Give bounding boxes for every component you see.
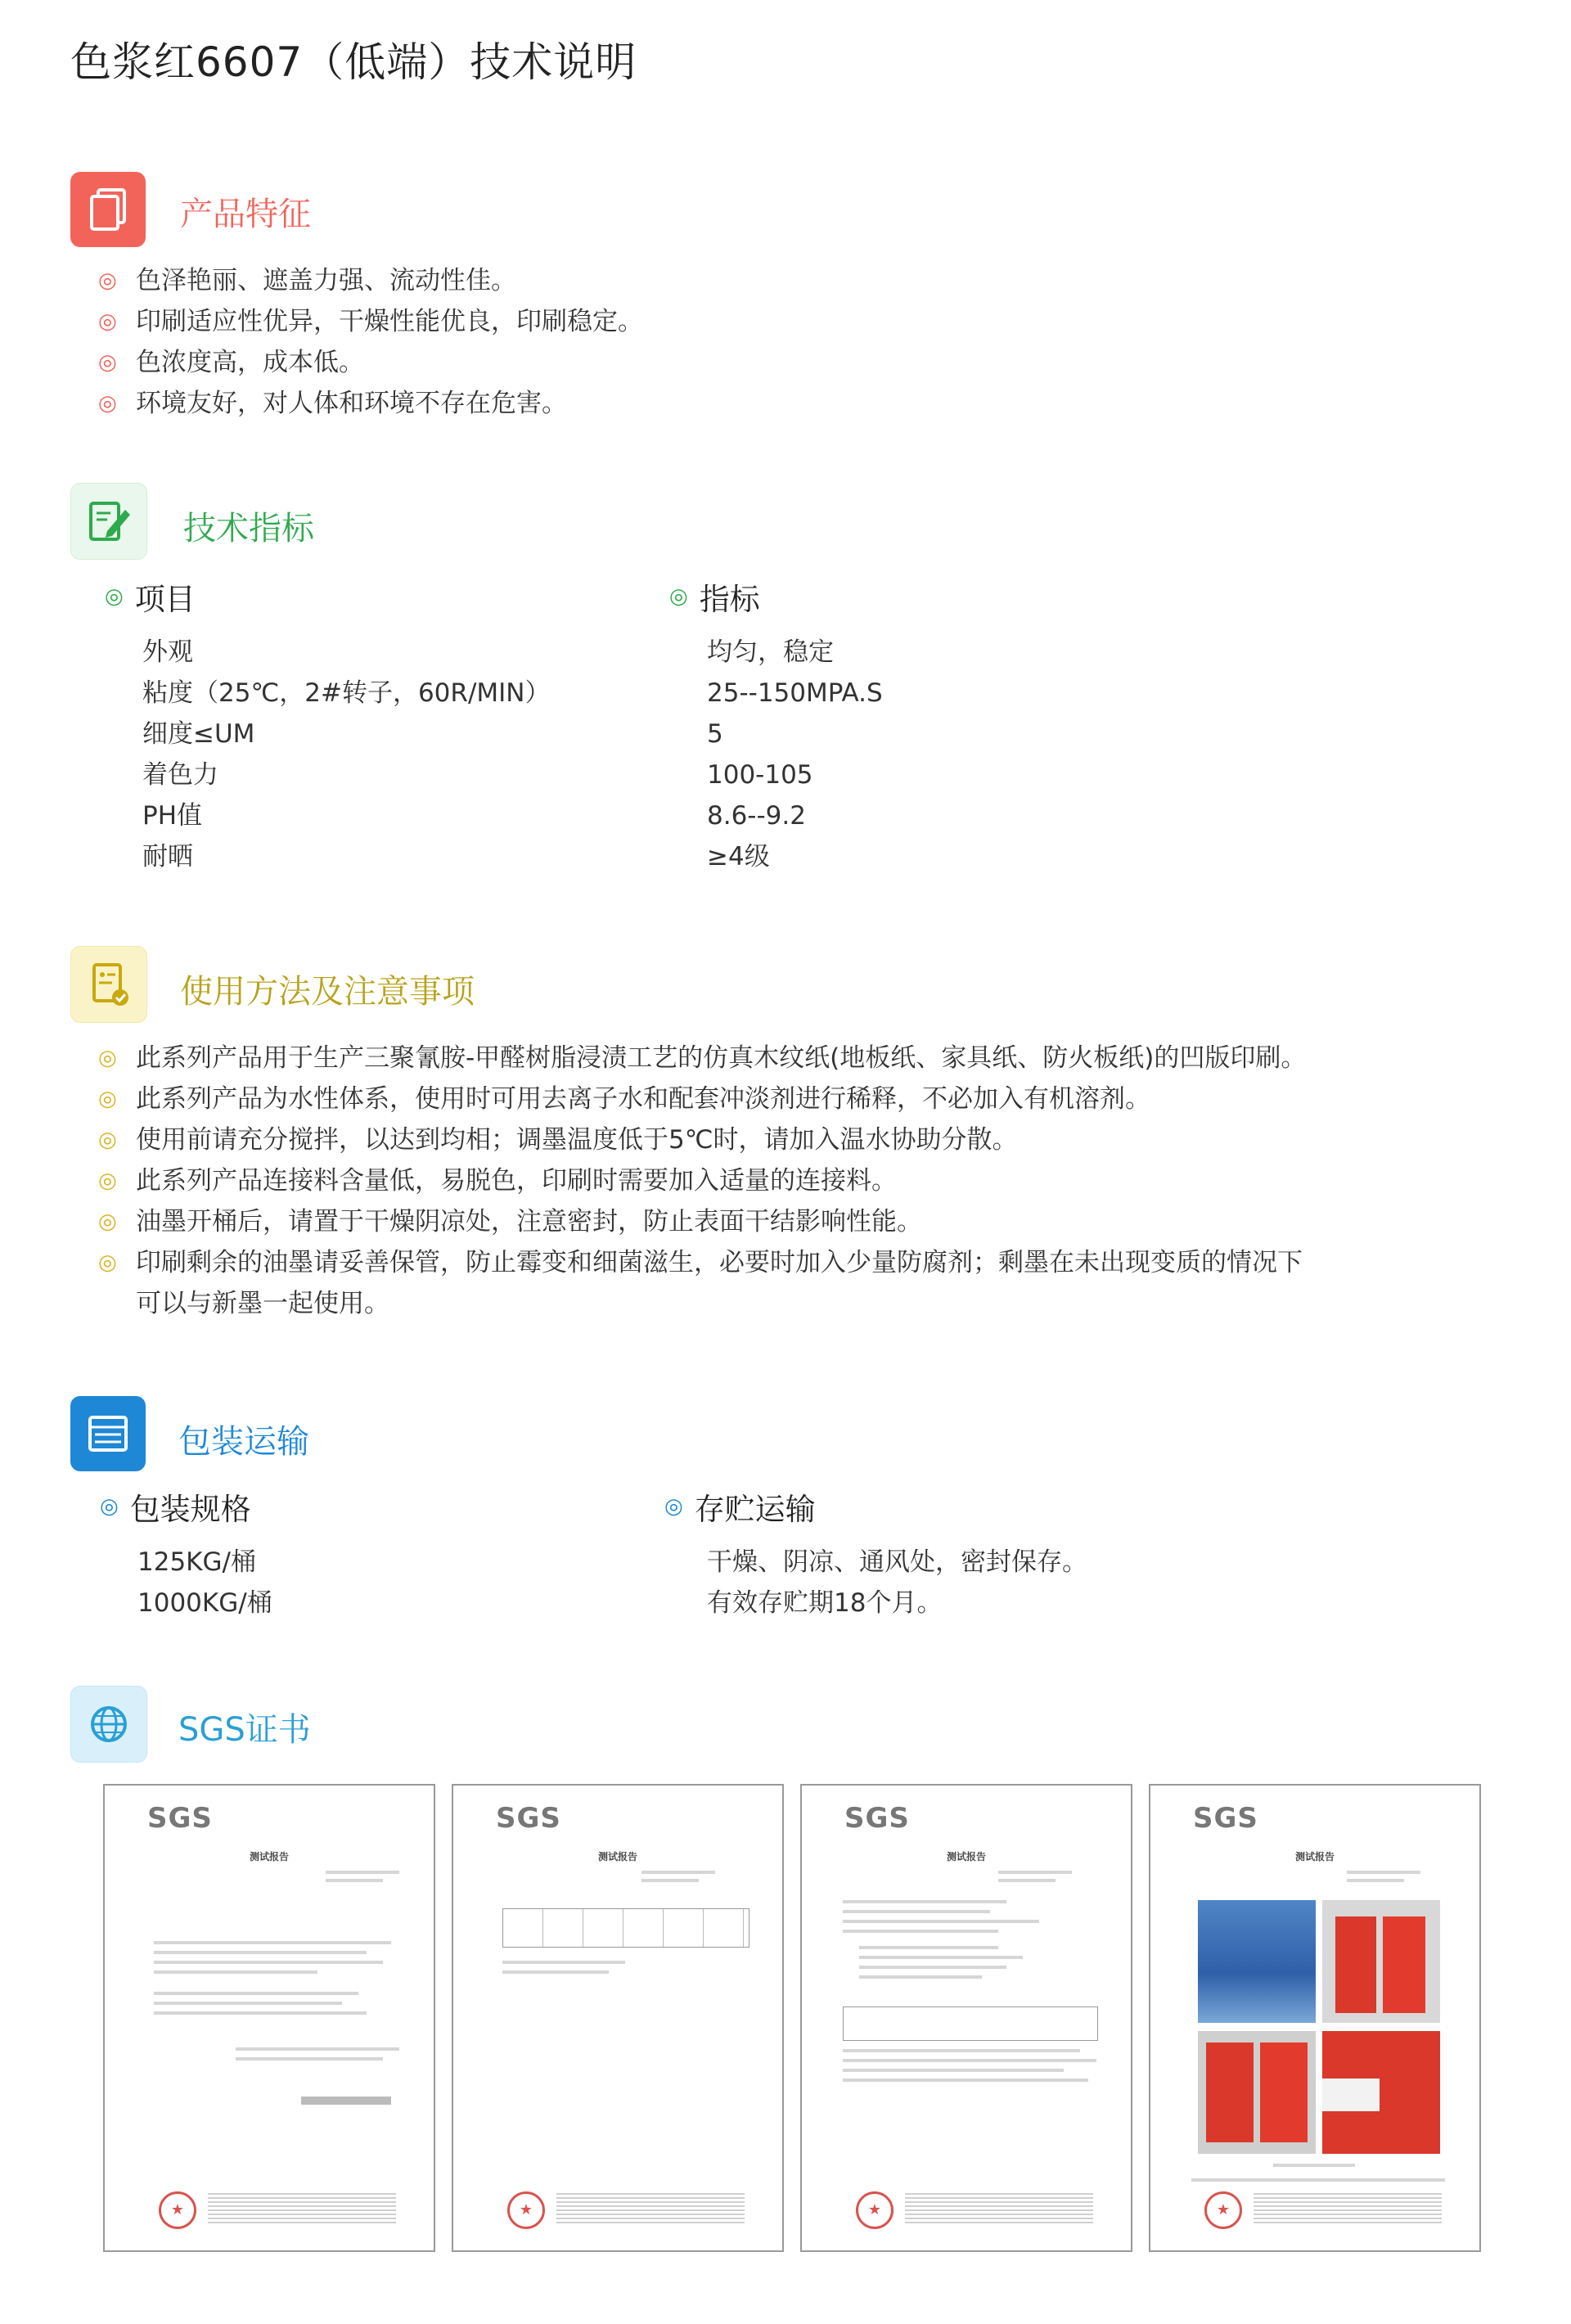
specs-values [707, 632, 883, 877]
list-item: ◎ 印刷剩余的油墨请妥善保管，防止霉变和细菌滋生，必要时加入少量防腐剂；剩墨在未出现变质的情况下 [98, 1242, 1306, 1283]
page-title: 色浆红6607（低端）技术说明 [70, 38, 637, 86]
list-item: ◎ 印刷适应性优异，干燥性能优良，印刷稳定。 [98, 301, 643, 342]
sgs-seal-icon: ★ [856, 2191, 894, 2229]
blue-scale-photo [1198, 1900, 1316, 2023]
sgs-seal-icon: ★ [1204, 2191, 1242, 2229]
list-item: ◎ 此系列产品为水性体系，使用时可用去离子水和配套冲淡剂进行稀释，不必加入有机溶剂。 [98, 1079, 1306, 1119]
storage-list [707, 1542, 1087, 1624]
edit-document-icon [70, 483, 147, 560]
sgs-logo: SGS [1193, 1802, 1258, 1835]
certificate-footer [208, 2193, 396, 2224]
certificate-heading: 测试报告 [597, 1851, 637, 1862]
list-item: ◎ 环境友好，对人体和环境不存在危害。 [98, 383, 643, 424]
packaging-spec-list [137, 1542, 272, 1624]
globe-icon [70, 1686, 147, 1763]
spec-value: 5 [707, 719, 723, 749]
spec-item: 着色力 [142, 760, 218, 790]
specs-column-value: ◎ 指标 [669, 582, 760, 617]
sample-photo [1322, 2031, 1440, 2154]
results-table [502, 1908, 749, 1948]
section-title-packaging: 包装运输 [178, 1423, 309, 1461]
results-table [843, 2006, 1098, 2041]
spec-value: ≥4级 [707, 842, 770, 872]
spec-value: 25--150MPA.S [707, 678, 883, 708]
sgs-logo: SGS [844, 1802, 910, 1835]
list-box-icon [70, 1396, 146, 1471]
bullet-icon: ◎ [98, 1209, 117, 1234]
sgs-certificate-page-1[interactable] [103, 1784, 435, 2252]
sgs-certificate-page-3[interactable] [800, 1784, 1132, 2252]
storage-note: 干燥、阴凉、通风处，密封保存。 [707, 1547, 1087, 1577]
spec-value: 100-105 [707, 760, 813, 790]
spec-value: 8.6--9.2 [707, 801, 806, 831]
spec-item: 细度≤UM [142, 719, 255, 749]
list-item-continuation: 可以与新墨一起使用。 [136, 1289, 389, 1318]
list-item: ◎ 此系列产品连接料含量低，易脱色，印刷时需要加入适量的连接料。 [98, 1160, 1306, 1201]
storage-note: 有效存贮期18个月。 [707, 1588, 943, 1618]
packaging-spec: 1000KG/桶 [137, 1588, 272, 1618]
spec-item: 外观 [142, 637, 193, 667]
bullet-icon: ◎ [669, 584, 688, 609]
bullet-icon: ◎ [98, 1250, 117, 1275]
list-item: ◎ 色浓度高，成本低。 [98, 342, 643, 383]
sgs-seal-icon: ★ [507, 2191, 545, 2229]
usage-list [98, 1038, 1306, 1324]
spec-item: 粘度（25℃，2#转子，60R/MIN） [142, 678, 551, 708]
sgs-logo: SGS [147, 1802, 213, 1835]
packaging-spec: 125KG/桶 [137, 1547, 256, 1577]
bullet-icon: ◎ [664, 1494, 683, 1519]
list-item: ◎ 油墨开桶后，请置于干燥阴凉处，注意密封，防止表面干结影响性能。 [98, 1201, 1306, 1242]
sgs-logo: SGS [496, 1802, 561, 1835]
certificate-footer [905, 2193, 1093, 2224]
section-title-usage: 使用方法及注意事项 [180, 973, 475, 1011]
sgs-certificate-page-4[interactable] [1149, 1784, 1481, 2252]
certificate-footer [556, 2193, 745, 2224]
documents-icon [70, 172, 146, 247]
list-item: ◎ 使用前请充分搅拌，以达到均相；调墨温度低于5℃时，请加入温水协助分散。 [98, 1119, 1306, 1160]
certificate-footer [1254, 2193, 1442, 2224]
certificate-heading: 测试报告 [1294, 1851, 1335, 1862]
features-list [98, 260, 643, 424]
bullet-icon: ◎ [98, 391, 117, 416]
section-title-specs: 技术指标 [183, 510, 314, 547]
bullet-icon: ◎ [98, 309, 117, 334]
bullet-icon: ◎ [100, 1494, 119, 1519]
checklist-icon [70, 946, 147, 1023]
spec-item: 耐晒 [142, 842, 193, 872]
section-title-features: 产品特征 [180, 196, 311, 233]
certificate-heading: 测试报告 [249, 1851, 289, 1862]
list-item: ◎ 此系列产品用于生产三聚氰胺-甲醛树脂浸渍工艺的仿真木纹纸(地板纸、家具纸、防火板纸)的凹版印刷。 [98, 1038, 1306, 1079]
list-item: ◎ 色泽艳丽、遮盖力强、流动性佳。 [98, 260, 643, 301]
certificate-heading: 测试报告 [946, 1851, 986, 1862]
bullet-icon: ◎ [98, 1128, 117, 1152]
bullet-icon: ◎ [105, 584, 124, 609]
spec-item: PH值 [142, 801, 203, 831]
packaging-column-storage: ◎ 存贮运输 [664, 1492, 816, 1527]
sample-photo [1198, 2031, 1316, 2154]
bullet-icon: ◎ [98, 1087, 117, 1111]
sgs-certificate-page-2[interactable] [452, 1784, 784, 2252]
specs-column-item: ◎ 项目 [105, 582, 196, 617]
packaging-column-spec: ◎ 包装规格 [100, 1492, 251, 1527]
specs-items [142, 632, 550, 877]
section-title-sgs: SGS证书 [178, 1711, 311, 1749]
bullet-icon: ◎ [98, 350, 117, 375]
sgs-seal-icon: ★ [159, 2191, 196, 2229]
bullet-icon: ◎ [98, 1046, 117, 1070]
bullet-icon: ◎ [98, 1169, 117, 1193]
bullet-icon: ◎ [98, 268, 117, 293]
sample-photo [1322, 1900, 1440, 2023]
spec-value: 均匀，稳定 [707, 637, 834, 667]
